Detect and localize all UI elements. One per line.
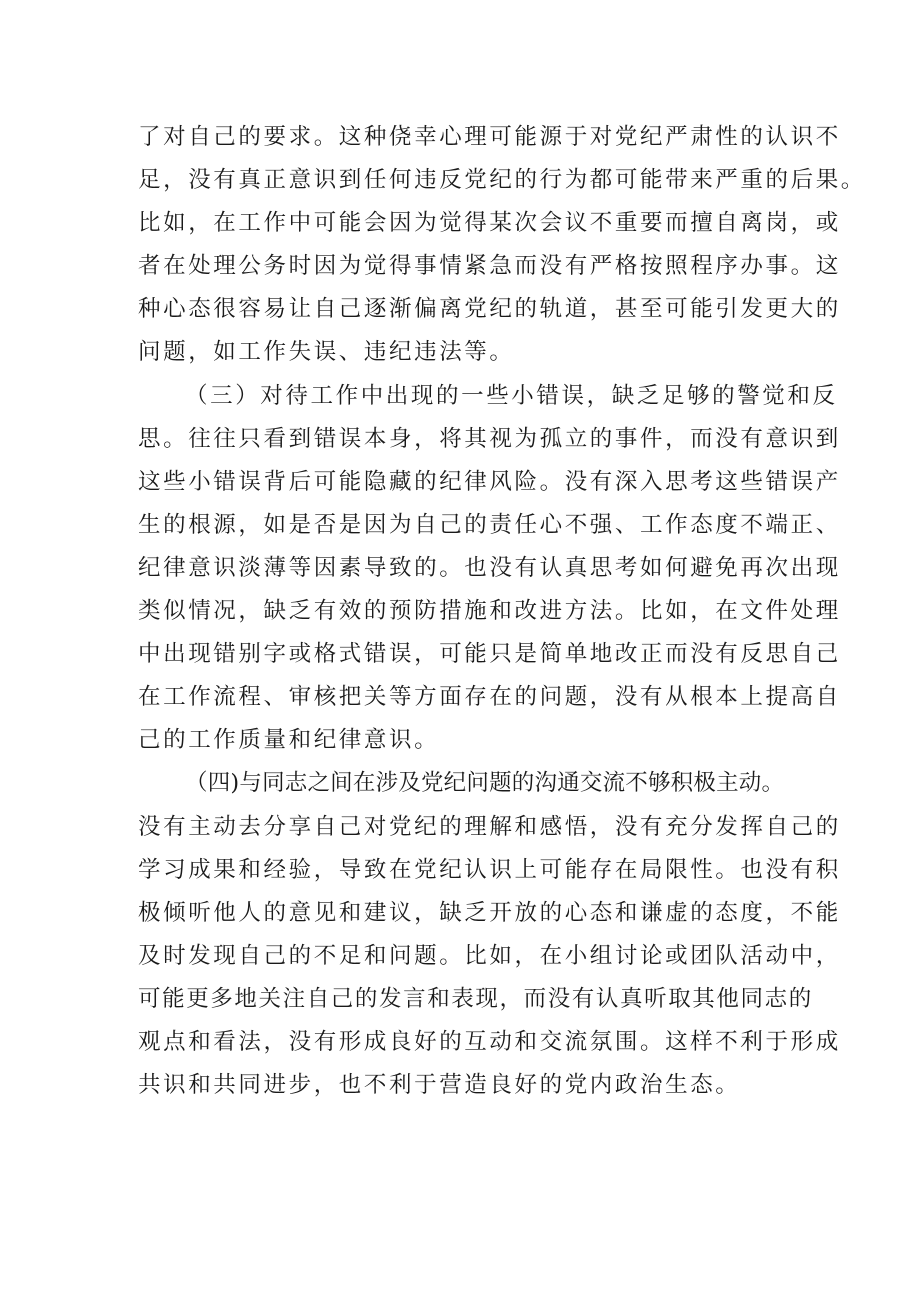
text-line-19: 极倾听他人的意见和建议，缺乏开放的心态和谦虚的态度，不能 (138, 899, 841, 926)
paragraph-4-heading-line: （四)与同志之间在涉及党纪问题的沟通交流不够积极主动。 (185, 770, 785, 797)
text-line-17: 没有主动去分享自己对党纪的理解和感悟，没有充分发挥自己的 (138, 813, 841, 840)
text-line-15: 己的工作质量和纪律意识。 (138, 727, 440, 754)
text-line-23: 共识和共同进步，也不利于营造良好的党内政治生态。 (138, 1072, 741, 1099)
document-body (138, 116, 866, 1107)
text-line-18: 学习成果和经验，导致在党纪认识上可能存在局限性。也没有积 (138, 856, 841, 883)
paragraph-3-heading-line: （三）对待工作中出现的一些小错误，缺乏足够的警觉和反 (185, 382, 838, 409)
text-line-10: 生的根源，如是否是因为自己的责任心不强、工作态度不端正、 (138, 511, 841, 538)
text-line-3: 比如，在工作中可能会因为觉得某次会议不重要而擅自离岗，或 (138, 210, 841, 237)
text-line-13: 中出现错别字或格式错误，可能只是简单地改正而没有反思自己 (138, 641, 841, 668)
text-line-9: 这些小错误背后可能隐藏的纪律风险。没有深入思考这些错误产 (138, 468, 841, 495)
text-line-4: 者在处理公务时因为觉得事情紧急而没有严格按照程序办事。这 (138, 253, 841, 280)
text-line-20: 及时发现自己的不足和问题。比如，在小组讨论或团队活动中， (138, 942, 841, 969)
text-line-12: 类似情况，缺乏有效的预防措施和改进方法。比如，在文件处理 (138, 598, 841, 625)
text-line-6: 问题，如工作失误、违纪违法等。 (138, 339, 515, 366)
text-line-5: 种心态很容易让自己逐渐偏离党纪的轨道，甚至可能引发更大的 (138, 296, 841, 323)
text-line-14: 在工作流程、审核把关等方面存在的问题，没有从根本上提高自 (138, 684, 841, 711)
text-line-21: 可能更多地关注自己的发言和表现，而没有认真听取其他同志的 (138, 985, 813, 1012)
text-line-22: 观点和看法，没有形成良好的互动和交流氛围。这样不利于形成 (138, 1028, 841, 1055)
text-line-8: 思。往往只看到错误本身，将其视为孤立的事件，而没有意识到 (138, 425, 841, 452)
text-line-11: 纪律意识淡薄等因素导致的。也没有认真思考如何避免再次出现 (138, 554, 841, 581)
text-line-1: 了对自己的要求。这种侥幸心理可能源于对党纪严肃性的认识不 (138, 124, 841, 150)
text-line-2: 足，没有真正意识到任何违反党纪的行为都可能带来严重的后果。 (138, 167, 866, 194)
